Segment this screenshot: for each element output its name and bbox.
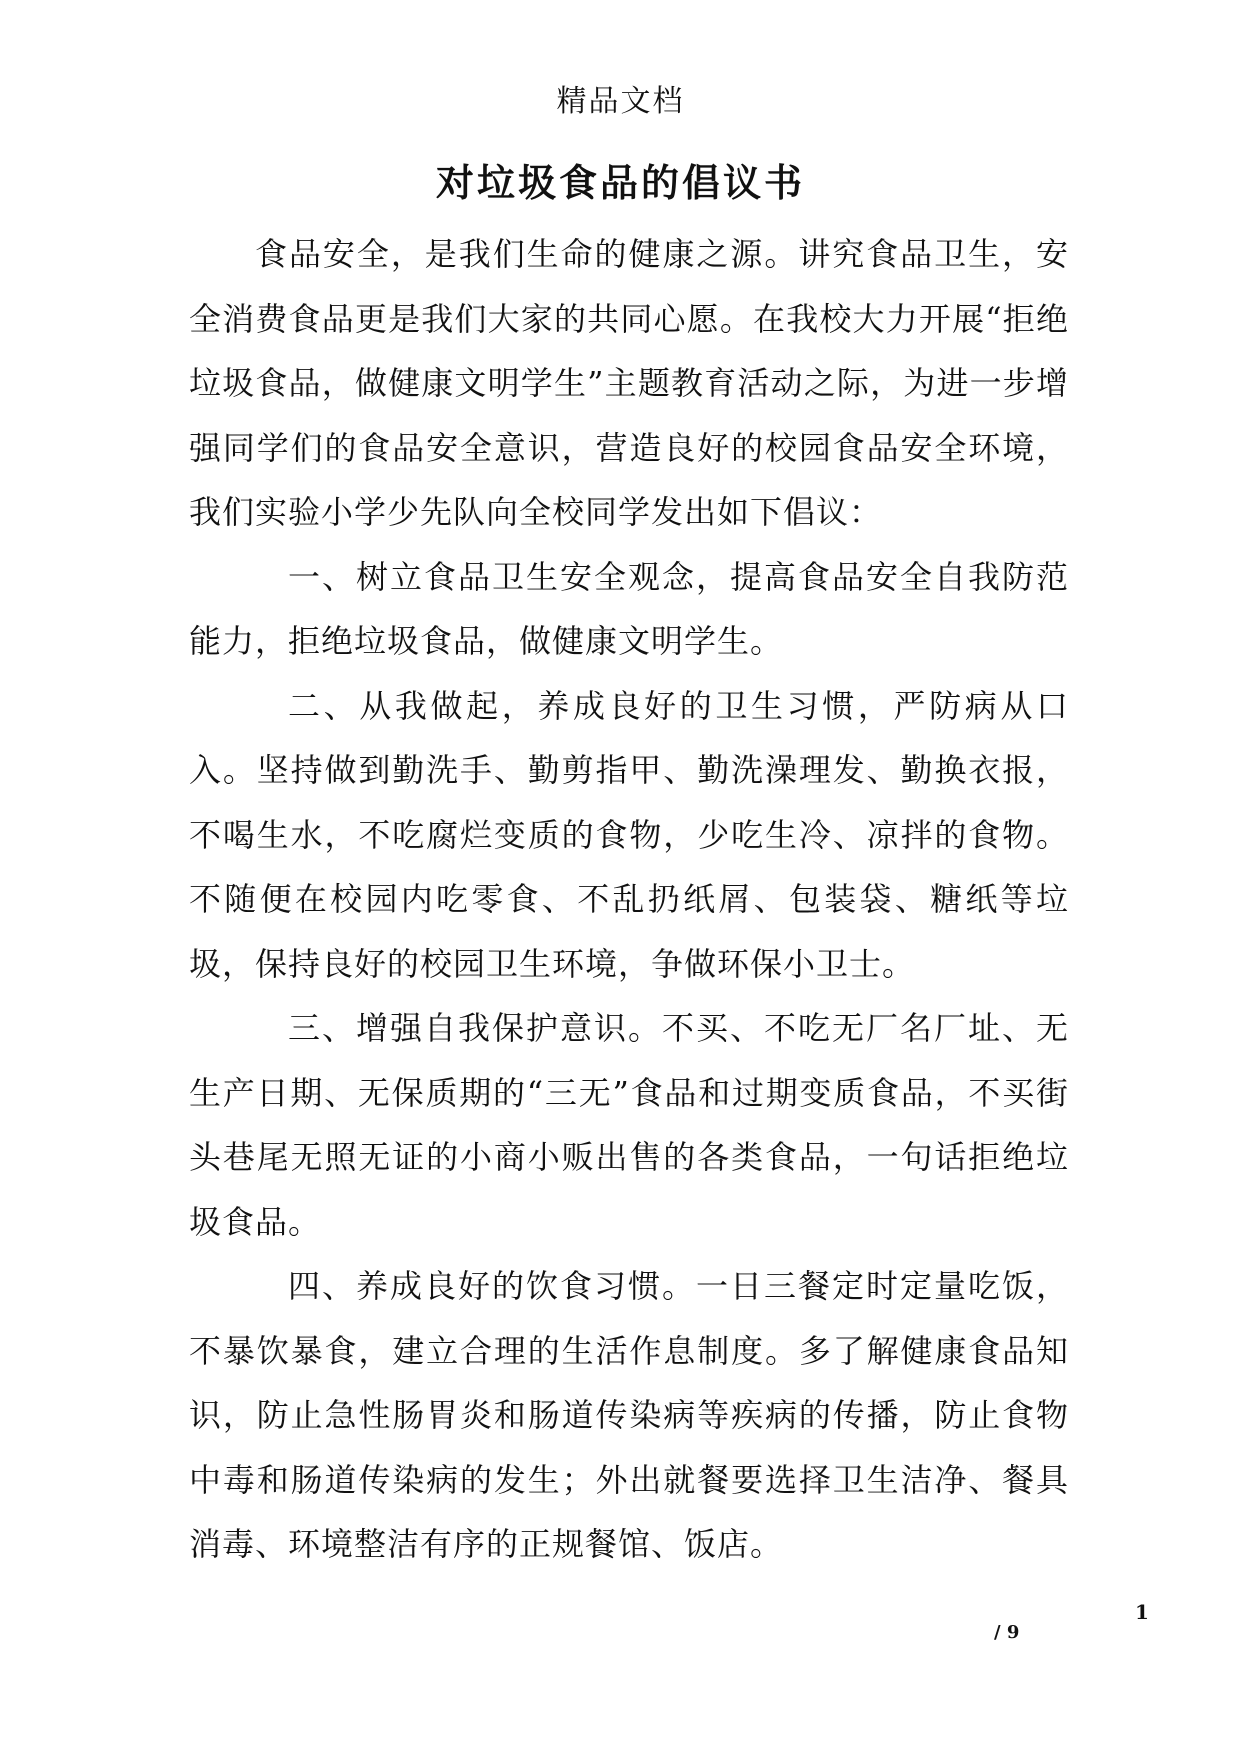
document-body bbox=[189, 222, 1069, 1577]
document-header: 精品文档 bbox=[556, 84, 685, 119]
paragraph-item-3: 三、增强自我保护意识。不买、不吃无厂名厂址、无生产日期、无保质期的“三无”食品和过期变质食品，不买街头巷尾无照无证的小商小贩出售的各类食品，一句话拒绝垃圾食品。 bbox=[189, 1009, 1069, 1241]
document-title: 对垃圾食品的倡议书 bbox=[435, 160, 805, 205]
paragraph-intro: 食品安全，是我们生命的健康之源。讲究食品卫生，安全消费食品更是我们大家的共同心愿。在我校大力开展“拒绝垃圾食品，做健康文明学生”主题教育活动之际，为进一步增强同学们的食品安全意识，营造良好的校园食品安全环境，我们实验小学少先队向全校同学发出如下倡议： bbox=[189, 235, 1069, 531]
paragraph-item-4: 四、养成良好的饮食习惯。一日三餐定时定量吃饭，不暴饮暴食，建立合理的生活作息制度。多了解健康食品知识，防止急性肠胃炎和肠道传染病等疾病的传播，防止食物中毒和肠道传染病的发生；外出就餐要选择卫生洁净、餐具消毒、环境整洁有序的正规餐馆、饭店。 bbox=[189, 1267, 1069, 1563]
paragraph-item-2: 二、从我做起，养成良好的卫生习惯，严防病从口入。坚持做到勤洗手、勤剪指甲、勤洗澡理发、勤换衣报，不喝生水，不吃腐烂变质的食物，少吃生冷、凉拌的食物。不随便在校园内吃零食、不乱扔纸屑、包装袋、糖纸等垃圾，保持良好的校园卫生环境，争做环保小卫士。 bbox=[189, 686, 1069, 983]
page-number: 1 bbox=[1135, 1600, 1149, 1624]
paragraph-item-1: 一、树立食品卫生安全观念，提高食品安全自我防范能力，拒绝垃圾食品，做健康文明学生。 bbox=[189, 557, 1069, 660]
page-total: / 9 bbox=[994, 1622, 1020, 1643]
